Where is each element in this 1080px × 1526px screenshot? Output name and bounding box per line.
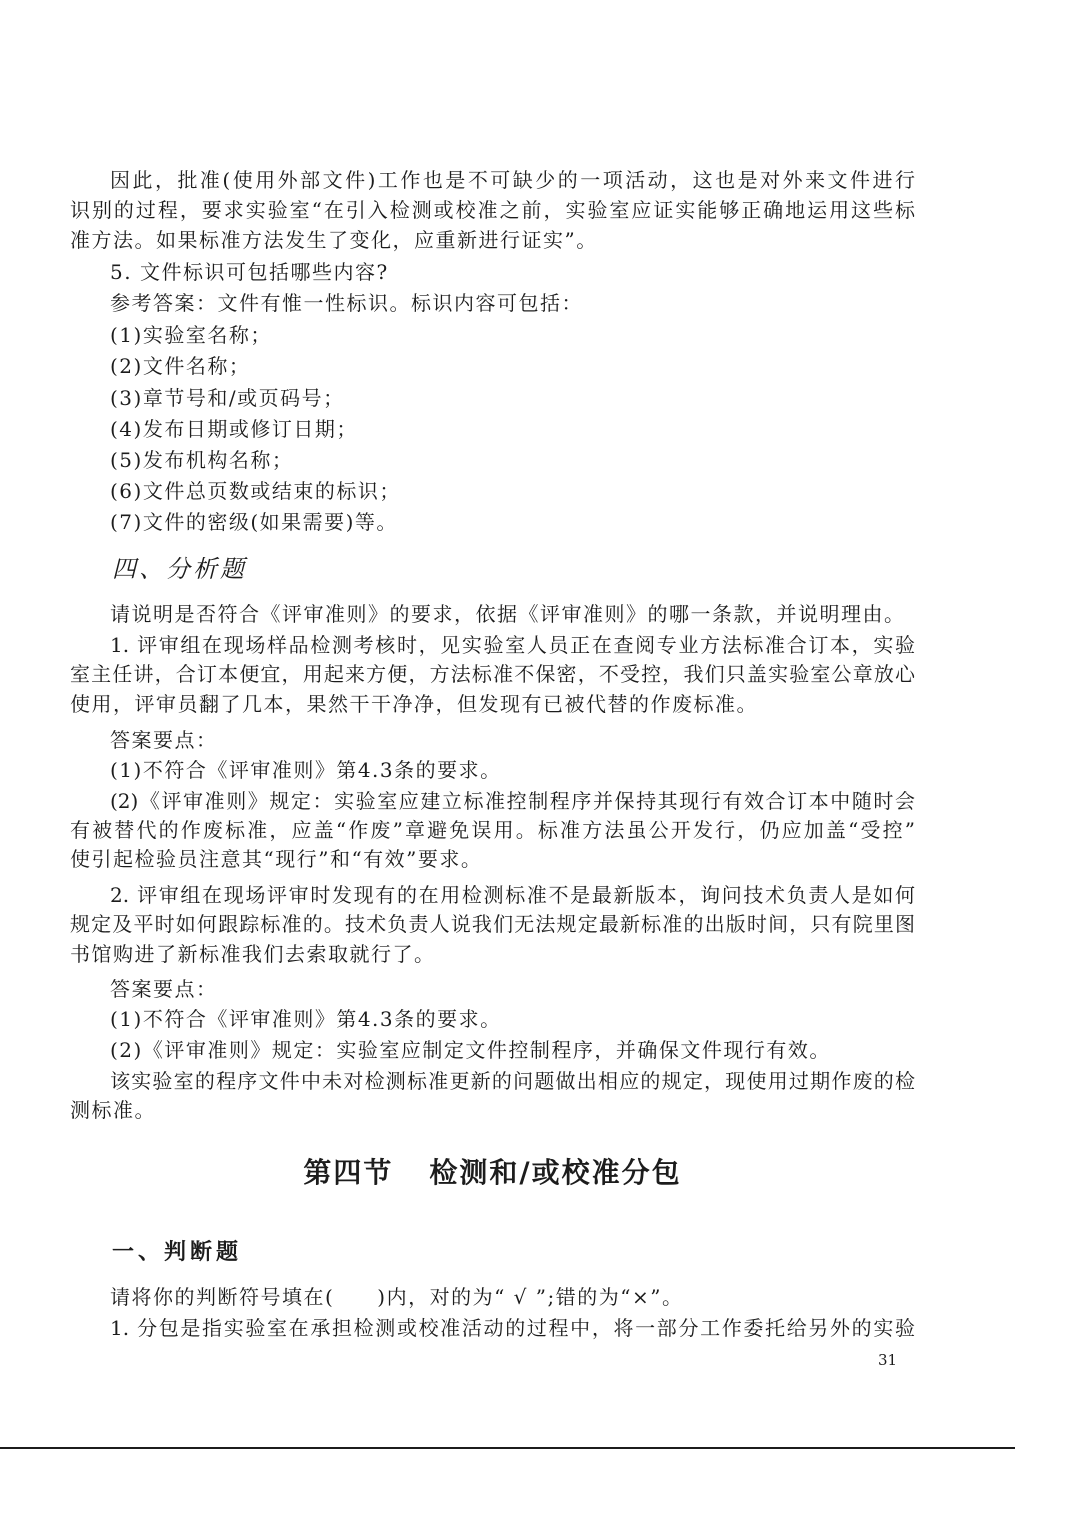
- list-item: (3)章节号和/或页码号；: [110, 386, 345, 410]
- case-2-question-line-1: 2. 评审组在现场评审时发现有的在用检测标准不是最新版本，询问技术负责人是如何: [110, 883, 915, 907]
- case-2-answer-2: (2)《评审准则》规定：实验室应制定文件控制程序，并确保文件现行有效。: [110, 1038, 831, 1062]
- question-5: 5. 文件标识可包括哪些内容?: [110, 260, 389, 284]
- case-1-answer-2-line-1: (2)《评审准则》规定：实验室应建立标准控制程序并保持其现行有效合订本中随时会: [110, 789, 915, 813]
- section-title-text: 检测和/或校准分包: [429, 1156, 682, 1189]
- case-1-answer-2-line-3: 使引起检验员注意其“现行”和“有效”要求。: [70, 847, 483, 871]
- case-1-question-line-3: 使用，评审员翻了几本，果然干干净净，但发现有已被代替的作废标准。: [70, 692, 758, 716]
- case-2-conclusion-line-1: 该实验室的程序文件中未对检测标准更新的问题做出相应的规定，现使用过期作废的检: [110, 1069, 915, 1093]
- bottom-rule-divider: [0, 1447, 1015, 1449]
- case-2-answer-1: (1)不符合《评审准则》第4.3条的要求。: [110, 1007, 502, 1031]
- judgment-section-heading: 一、判断题: [112, 1239, 243, 1265]
- list-item: (5)发布机构名称；: [110, 448, 294, 472]
- judgment-instruction: 请将你的判断符号填在( )内，对的为“ √ ”;错的为“×”。: [110, 1285, 684, 1309]
- case-1-answer-2-line-2: 有被替代的作废标准，应盖“作废”章避免误用。标准方法虽公开发行，仍应加盖“受控”: [70, 818, 915, 842]
- question-5-answer-intro: 参考答案：文件有惟一性标识。标识内容可包括：: [110, 291, 583, 315]
- case-2-answer-label: 答案要点：: [110, 977, 218, 1001]
- analysis-section-heading: 四、分析题: [112, 555, 247, 583]
- intro-paragraph-line-2: 识别的过程，要求实验室“在引入检测或校准之前，实验室应证实能够正确地运用这些标: [70, 198, 915, 222]
- list-item: (1)实验室名称；: [110, 323, 272, 347]
- intro-paragraph-line-1: 因此，批准(使用外部文件)工作也是不可缺少的一项活动，这也是对外来文件进行: [110, 168, 915, 192]
- list-item: (4)发布日期或修订日期；: [110, 417, 358, 441]
- page-number: 31: [878, 1351, 898, 1369]
- list-item: (2)文件名称；: [110, 354, 251, 378]
- section-title-number: 第四节: [303, 1156, 394, 1189]
- case-1-question-line-2: 室主任讲，合订本便宜，用起来方便，方法标准不保密，不受控，我们只盖实验室公章放心: [70, 662, 915, 686]
- intro-paragraph-line-3: 准方法。如果标准方法发生了变化，应重新进行证实”。: [70, 228, 598, 252]
- case-2-question-line-3: 书馆购进了新标准我们去索取就行了。: [70, 942, 436, 966]
- list-item: (6)文件总页数或结束的标识；: [110, 479, 401, 503]
- case-2-conclusion-line-2: 测标准。: [70, 1098, 156, 1122]
- analysis-instruction: 请说明是否符合《评审准则》的要求，依据《评审准则》的哪一条款，并说明理由。: [110, 602, 906, 626]
- case-1-answer-1: (1)不符合《评审准则》第4.3条的要求。: [110, 758, 502, 782]
- section-title: [70, 1153, 915, 1193]
- list-item: (7)文件的密级(如果需要)等。: [110, 510, 398, 534]
- case-2-question-line-2: 规定及平时如何跟踪标准的。技术负责人说我们无法规定最新标准的出版时间，只有院里图: [70, 912, 915, 936]
- case-1-question-line-1: 1. 评审组在现场样品检测考核时，见实验室人员正在查阅专业方法标准合订本，实验: [110, 633, 915, 657]
- case-1-answer-label: 答案要点：: [110, 728, 218, 752]
- judgment-question-1: 1. 分包是指实验室在承担检测或校准活动的过程中，将一部分工作委托给另外的实验: [110, 1316, 915, 1340]
